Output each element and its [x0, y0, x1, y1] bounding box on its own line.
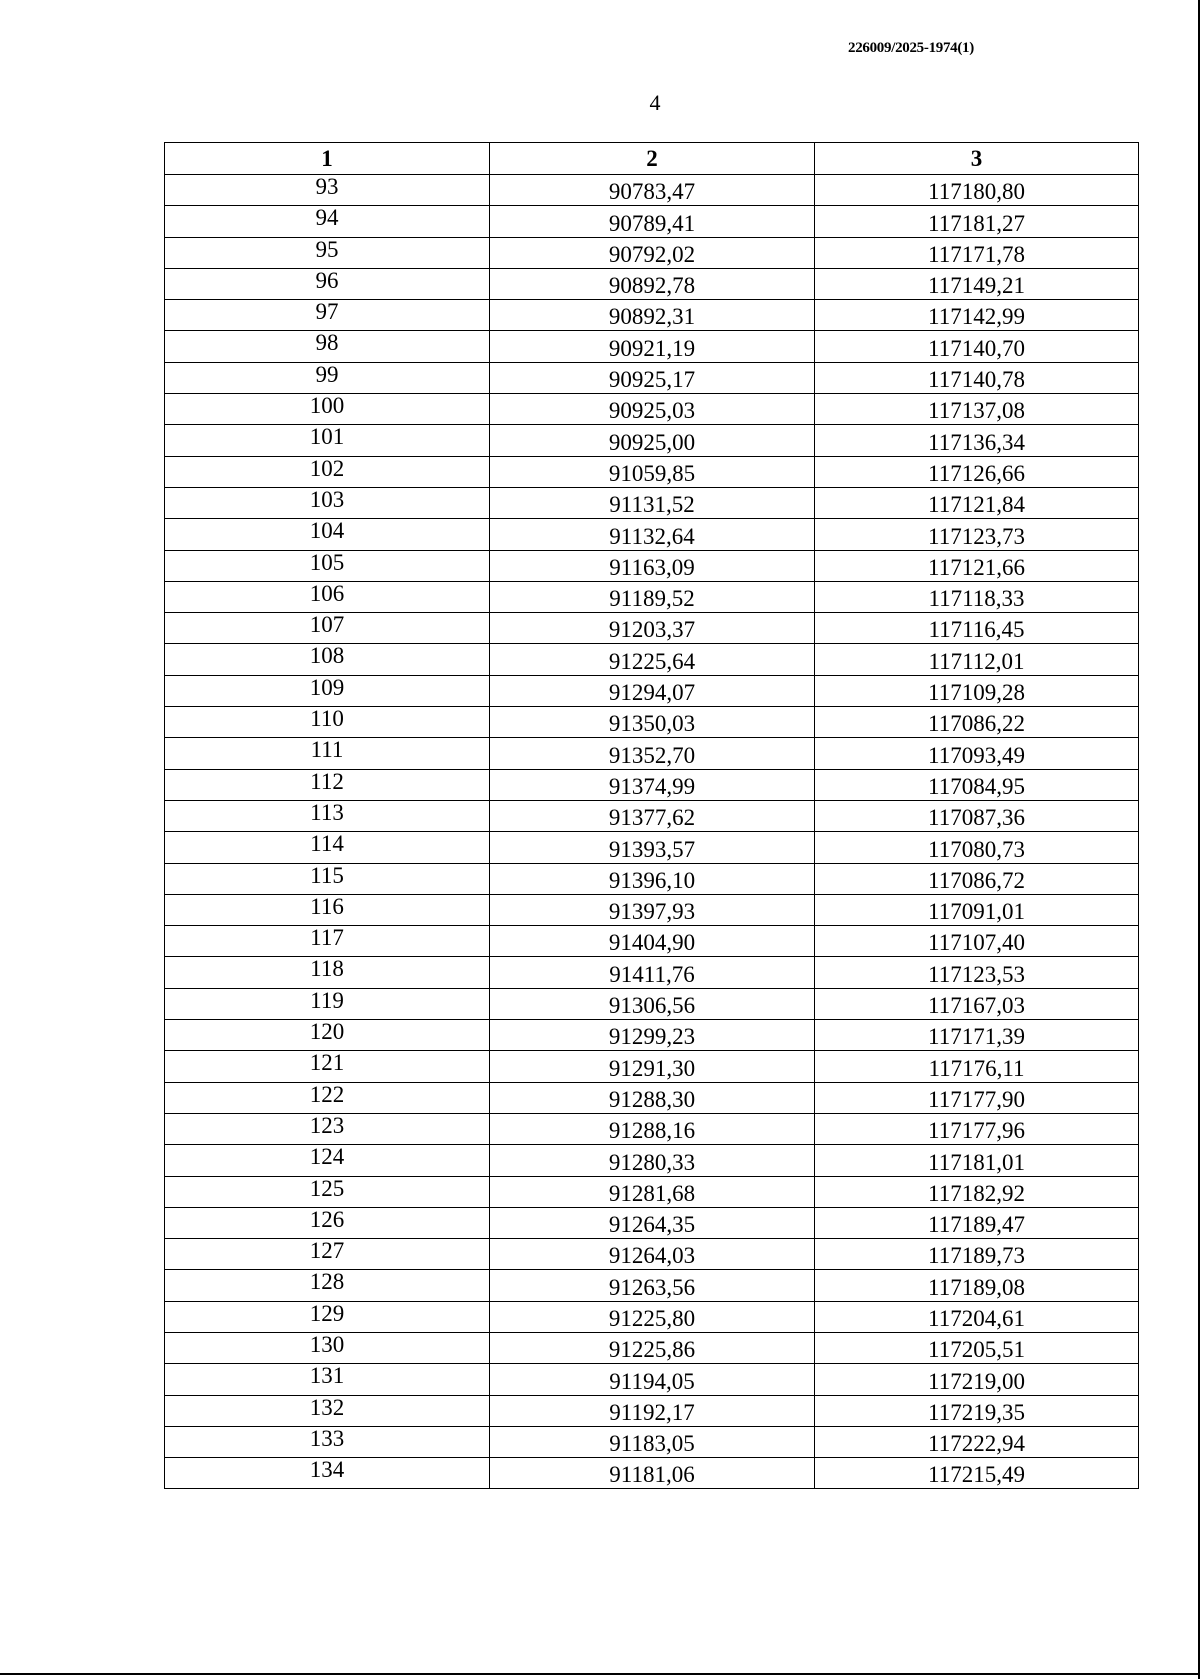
column-header-3: 3 [815, 143, 1139, 175]
table-row [165, 1458, 1139, 1489]
point-number-cell: 96 [165, 268, 490, 299]
coordinate-x-cell: 91225,64 [490, 644, 815, 675]
coordinate-y-cell: 117182,92 [815, 1176, 1139, 1207]
coordinate-x-cell: 91189,52 [490, 581, 815, 612]
table-row [165, 550, 1139, 581]
coordinate-y-cell: 117087,36 [815, 800, 1139, 831]
coordinate-y-cell: 117137,08 [815, 394, 1139, 425]
table-row [165, 675, 1139, 706]
coordinate-x-cell: 91397,93 [490, 894, 815, 925]
table-body [165, 175, 1139, 1489]
coordinate-x-cell: 91194,05 [490, 1364, 815, 1395]
point-number-cell: 93 [165, 175, 490, 206]
point-number-cell: 95 [165, 237, 490, 268]
point-number-cell: 132 [165, 1395, 490, 1426]
table-row [165, 863, 1139, 894]
coordinate-x-cell: 91396,10 [490, 863, 815, 894]
table-row [165, 832, 1139, 863]
coordinate-y-cell: 117140,78 [815, 362, 1139, 393]
point-number-cell: 104 [165, 519, 490, 550]
coordinate-x-cell: 91374,99 [490, 769, 815, 800]
table-row [165, 644, 1139, 675]
coordinate-x-cell: 91264,03 [490, 1239, 815, 1270]
coordinate-x-cell: 91192,17 [490, 1395, 815, 1426]
point-number-cell: 131 [165, 1364, 490, 1395]
table-header-row [165, 143, 1139, 175]
point-number-cell: 107 [165, 613, 490, 644]
coordinate-x-cell: 91225,86 [490, 1332, 815, 1363]
coordinate-x-cell: 91306,56 [490, 988, 815, 1019]
point-number-cell: 116 [165, 894, 490, 925]
point-number-cell: 110 [165, 707, 490, 738]
coordinate-y-cell: 117140,70 [815, 331, 1139, 362]
point-number-cell: 124 [165, 1145, 490, 1176]
coordinate-y-cell: 117093,49 [815, 738, 1139, 769]
table-row [165, 1239, 1139, 1270]
table-row [165, 331, 1139, 362]
table-row [165, 988, 1139, 1019]
table-row [165, 487, 1139, 518]
table-row [165, 894, 1139, 925]
table-header [165, 143, 1139, 175]
column-header-1: 1 [165, 143, 490, 175]
coordinate-y-cell: 117142,99 [815, 300, 1139, 331]
coordinate-x-cell: 91264,35 [490, 1207, 815, 1238]
coordinate-x-cell: 91411,76 [490, 957, 815, 988]
coordinate-x-cell: 90925,03 [490, 394, 815, 425]
table-row [165, 1395, 1139, 1426]
table-row [165, 800, 1139, 831]
coordinate-x-cell: 91263,56 [490, 1270, 815, 1301]
table-row [165, 1145, 1139, 1176]
coordinate-y-cell: 117121,66 [815, 550, 1139, 581]
scan-bottom-border [0, 1673, 1200, 1675]
coordinate-y-cell: 117086,22 [815, 707, 1139, 738]
coordinate-x-cell: 90925,00 [490, 425, 815, 456]
coordinate-y-cell: 117126,66 [815, 456, 1139, 487]
coordinate-x-cell: 91291,30 [490, 1051, 815, 1082]
coordinate-y-cell: 117176,11 [815, 1051, 1139, 1082]
table-row [165, 1113, 1139, 1144]
coordinate-x-cell: 91183,05 [490, 1426, 815, 1457]
coordinate-x-cell: 91288,16 [490, 1113, 815, 1144]
point-number-cell: 127 [165, 1239, 490, 1270]
point-number-cell: 102 [165, 456, 490, 487]
point-number-cell: 118 [165, 957, 490, 988]
table-row [165, 707, 1139, 738]
coordinate-y-cell: 117136,34 [815, 425, 1139, 456]
point-number-cell: 117 [165, 926, 490, 957]
table-row [165, 175, 1139, 206]
point-number-cell: 133 [165, 1426, 490, 1457]
coordinate-x-cell: 90792,02 [490, 237, 815, 268]
point-number-cell: 105 [165, 550, 490, 581]
point-number-cell: 130 [165, 1332, 490, 1363]
coordinate-x-cell: 91350,03 [490, 707, 815, 738]
table-row [165, 519, 1139, 550]
coordinate-x-cell: 90925,17 [490, 362, 815, 393]
point-number-cell: 120 [165, 1020, 490, 1051]
table-row [165, 1332, 1139, 1363]
coordinate-x-cell: 91203,37 [490, 613, 815, 644]
coordinate-y-cell: 117189,73 [815, 1239, 1139, 1270]
coordinate-x-cell: 91225,80 [490, 1301, 815, 1332]
point-number-cell: 121 [165, 1051, 490, 1082]
coordinate-x-cell: 90789,41 [490, 206, 815, 237]
point-number-cell: 126 [165, 1207, 490, 1238]
coordinate-y-cell: 117219,00 [815, 1364, 1139, 1395]
table-row [165, 394, 1139, 425]
coordinate-y-cell: 117189,08 [815, 1270, 1139, 1301]
coordinate-y-cell: 117080,73 [815, 832, 1139, 863]
point-number-cell: 99 [165, 362, 490, 393]
point-number-cell: 123 [165, 1113, 490, 1144]
coordinate-y-cell: 117118,33 [815, 581, 1139, 612]
coordinate-x-cell: 90892,31 [490, 300, 815, 331]
coordinate-y-cell: 117181,01 [815, 1145, 1139, 1176]
table-row [165, 926, 1139, 957]
point-number-cell: 129 [165, 1301, 490, 1332]
coordinate-x-cell: 90892,78 [490, 268, 815, 299]
coordinate-y-cell: 117091,01 [815, 894, 1139, 925]
coordinate-x-cell: 90783,47 [490, 175, 815, 206]
table-row [165, 425, 1139, 456]
coordinate-x-cell: 91393,57 [490, 832, 815, 863]
point-number-cell: 125 [165, 1176, 490, 1207]
coordinate-y-cell: 117181,27 [815, 206, 1139, 237]
coordinate-x-cell: 91377,62 [490, 800, 815, 831]
coordinate-y-cell: 117084,95 [815, 769, 1139, 800]
coordinate-x-cell: 91163,09 [490, 550, 815, 581]
document-number: 226009/2025-1974(1) [848, 40, 974, 56]
coordinate-y-cell: 117116,45 [815, 613, 1139, 644]
table-row [165, 1176, 1139, 1207]
table-row [165, 268, 1139, 299]
coordinate-x-cell: 91131,52 [490, 487, 815, 518]
point-number-cell: 109 [165, 675, 490, 706]
table-row [165, 581, 1139, 612]
point-number-cell: 94 [165, 206, 490, 237]
coordinate-y-cell: 117171,78 [815, 237, 1139, 268]
coordinate-y-cell: 117149,21 [815, 268, 1139, 299]
coordinate-x-cell: 91132,64 [490, 519, 815, 550]
coordinate-x-cell: 91404,90 [490, 926, 815, 957]
table-row [165, 1364, 1139, 1395]
table-row [165, 1082, 1139, 1113]
point-number-cell: 122 [165, 1082, 490, 1113]
table-row [165, 456, 1139, 487]
coordinate-y-cell: 117121,84 [815, 487, 1139, 518]
coordinate-y-cell: 117205,51 [815, 1332, 1139, 1363]
table-row [165, 1207, 1139, 1238]
table-row [165, 1426, 1139, 1457]
point-number-cell: 134 [165, 1458, 490, 1489]
coordinate-x-cell: 91281,68 [490, 1176, 815, 1207]
point-number-cell: 100 [165, 394, 490, 425]
table-row [165, 769, 1139, 800]
coordinate-x-cell: 91280,33 [490, 1145, 815, 1176]
table-row [165, 613, 1139, 644]
point-number-cell: 101 [165, 425, 490, 456]
table-row [165, 237, 1139, 268]
point-number-cell: 119 [165, 988, 490, 1019]
coordinate-y-cell: 117215,49 [815, 1458, 1139, 1489]
coordinate-y-cell: 117189,47 [815, 1207, 1139, 1238]
coordinate-y-cell: 117107,40 [815, 926, 1139, 957]
coordinate-y-cell: 117180,80 [815, 175, 1139, 206]
coordinate-y-cell: 117086,72 [815, 863, 1139, 894]
point-number-cell: 112 [165, 769, 490, 800]
table-row [165, 957, 1139, 988]
table-row [165, 1051, 1139, 1082]
coordinate-y-cell: 117177,90 [815, 1082, 1139, 1113]
coordinate-x-cell: 91299,23 [490, 1020, 815, 1051]
point-number-cell: 114 [165, 832, 490, 863]
coordinate-y-cell: 117167,03 [815, 988, 1139, 1019]
table-row [165, 206, 1139, 237]
coordinate-y-cell: 117109,28 [815, 675, 1139, 706]
point-number-cell: 97 [165, 300, 490, 331]
coordinate-y-cell: 117204,61 [815, 1301, 1139, 1332]
page-number: 4 [649, 90, 661, 115]
coordinate-y-cell: 117177,96 [815, 1113, 1139, 1144]
point-number-cell: 98 [165, 331, 490, 362]
coordinate-x-cell: 91294,07 [490, 675, 815, 706]
table-row [165, 738, 1139, 769]
point-number-cell: 113 [165, 800, 490, 831]
table-row [165, 1301, 1139, 1332]
point-number-cell: 115 [165, 863, 490, 894]
point-number-cell: 106 [165, 581, 490, 612]
column-header-2: 2 [490, 143, 815, 175]
coordinate-x-cell: 91181,06 [490, 1458, 815, 1489]
coordinate-y-cell: 117219,35 [815, 1395, 1139, 1426]
point-number-cell: 103 [165, 487, 490, 518]
coordinate-y-cell: 117222,94 [815, 1426, 1139, 1457]
coordinate-y-cell: 117171,39 [815, 1020, 1139, 1051]
point-number-cell: 108 [165, 644, 490, 675]
point-number-cell: 111 [165, 738, 490, 769]
coordinate-x-cell: 91352,70 [490, 738, 815, 769]
table-row [165, 1270, 1139, 1301]
table-row [165, 362, 1139, 393]
coordinates-table [164, 142, 1139, 1489]
point-number-cell: 128 [165, 1270, 490, 1301]
coordinate-x-cell: 91288,30 [490, 1082, 815, 1113]
table-row [165, 1020, 1139, 1051]
coordinate-y-cell: 117112,01 [815, 644, 1139, 675]
table-row [165, 300, 1139, 331]
coordinate-x-cell: 91059,85 [490, 456, 815, 487]
coordinate-y-cell: 117123,53 [815, 957, 1139, 988]
coordinate-y-cell: 117123,73 [815, 519, 1139, 550]
coordinate-x-cell: 90921,19 [490, 331, 815, 362]
